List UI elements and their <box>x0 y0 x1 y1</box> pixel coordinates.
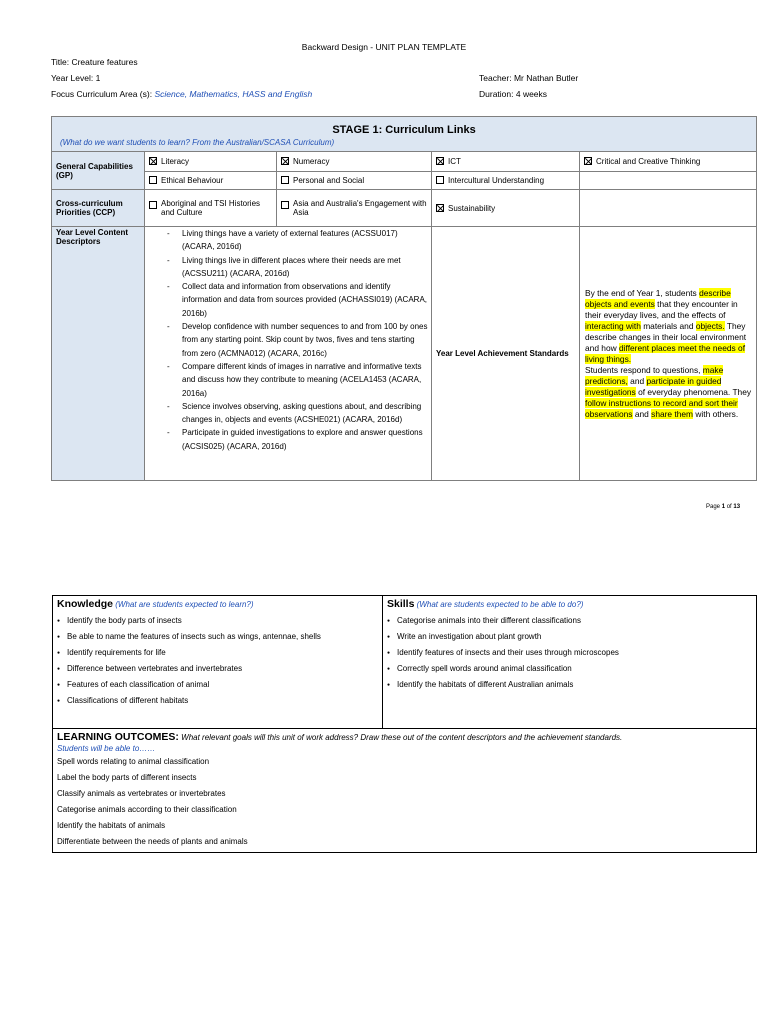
focus-label: Focus Curriculum Area (s): <box>51 89 153 99</box>
knowledge-item: ● Classifications of different habitats <box>57 693 378 709</box>
focus-value: Science, Mathematics, HASS and English <box>154 89 313 99</box>
ccp-aboriginal[interactable] <box>145 190 277 227</box>
outcome-item: Identify the habitats of animals <box>57 821 166 830</box>
ccp-empty <box>580 190 757 227</box>
achievement-text: By the end of Year 1, students <box>585 287 697 298</box>
descriptor-item: - Participate in guided investigations to explore and answer questions (ACSIS025) (ACARA, 2016d) <box>155 426 431 453</box>
skills-item: ● Write an investigation about plant growth <box>387 629 752 645</box>
achievement-text: Students respond to questions, <box>585 364 701 375</box>
gp-literacy[interactable] <box>145 152 277 172</box>
achievement-text: and <box>627 375 647 386</box>
ccp-asia-label: Asia and Australia's Engagement with Asia <box>293 199 427 217</box>
achievement-standards <box>580 227 757 481</box>
outcome-item: Categorise animals according to their classification <box>57 805 237 814</box>
knowledge-box <box>53 596 383 729</box>
gp-numeracy[interactable] <box>277 152 432 172</box>
skills-item: ● Identify the habitats of different Australian animals <box>387 677 752 693</box>
checkbox-icon[interactable] <box>436 157 444 165</box>
outcomes-heading: LEARNING OUTCOMES: <box>57 731 179 743</box>
checkbox-icon[interactable] <box>436 204 444 212</box>
achievement-text: materials and <box>640 320 696 331</box>
stage1-title: STAGE 1: Curriculum Links <box>332 123 476 136</box>
knowledge-question: (What are students expected to learn?) <box>115 600 254 609</box>
ccp-label: Cross-curriculum Priorities (CCP) <box>52 190 145 227</box>
achievement-highlight: make predictions, <box>585 364 724 386</box>
gp-label: General Capabilities (GP) <box>52 152 145 190</box>
knowledge-item: ● Be able to name the features of insects such as wings, antennae, shells <box>57 629 378 645</box>
ccp-sustainability[interactable] <box>432 190 580 227</box>
descriptor-item: - Living things have a variety of external features (ACSSU017) (ACARA, 2016d) <box>155 227 431 254</box>
skills-box <box>383 596 757 729</box>
page-number: Page 1 of 13 <box>706 504 741 510</box>
knowledge-item: ● Features of each classification of animal <box>57 677 378 693</box>
achievement-label: Year Level Achievement Standards <box>432 227 580 481</box>
gp-empty <box>580 172 757 190</box>
achievement-highlight: different places meet the needs of living things. <box>585 342 746 364</box>
outcome-item: Classify animals as vertebrates or invertebrates <box>57 789 226 798</box>
unit-title: Title: Creature features <box>51 57 138 67</box>
gp-ict-label: ICT <box>448 157 461 166</box>
skills-item: ● Correctly spell words around animal classification <box>387 661 752 677</box>
descriptor-item: - Living things live in different places where their needs are met (ACSSU211) (ACARA, 2016d) <box>155 254 431 281</box>
gp-critical-thinking-label: Critical and Creative Thinking <box>596 157 701 166</box>
gp-intercultural[interactable] <box>432 172 580 190</box>
gp-literacy-label: Literacy <box>161 157 190 166</box>
checkbox-icon[interactable] <box>281 176 289 184</box>
document-title: Backward Design - UNIT PLAN TEMPLATE <box>301 42 467 52</box>
achievement-text: that they encounter in their everyday lives, and the effects of <box>585 298 738 320</box>
achievement-highlight: share them <box>651 408 694 419</box>
year-level: Year Level: 1 <box>51 73 101 83</box>
achievement-text: They describe changes in their local environment and how <box>585 320 747 353</box>
achievement-text: with others. <box>693 408 739 419</box>
ccp-asia[interactable] <box>277 190 432 227</box>
gp-ict[interactable] <box>432 152 580 172</box>
achievement-highlight: follow instructions to record and sort their observations <box>585 397 738 419</box>
achievement-text: and <box>632 408 652 419</box>
achievement-text: of everyday phenomena. They <box>635 386 752 397</box>
gp-numeracy-label: Numeracy <box>293 157 330 166</box>
descriptor-item: - Compare different kinds of images in narrative and informative texts and discuss how they contribute to meaning (ACELA1453 (ACARA, 2016a) <box>155 360 431 400</box>
achievement-highlight: interacting with <box>585 320 641 331</box>
content-label: Year Level Content Descriptors <box>52 227 145 481</box>
knowledge-heading: Knowledge <box>57 598 114 610</box>
gp-ethical-label: Ethical Behaviour <box>161 176 224 185</box>
achievement-highlight: objects. <box>695 320 725 331</box>
descriptor-item: - Science involves observing, asking questions about, and describing changes in, objects and events (ACSHE021) (ACARA, 2016d) <box>155 400 431 427</box>
gp-personal-social[interactable] <box>277 172 432 190</box>
checkbox-icon[interactable] <box>281 201 289 209</box>
duration: Duration: 4 weeks <box>479 89 548 99</box>
unit-table <box>52 595 757 853</box>
knowledge-item: ● Identify the body parts of insects <box>57 613 378 629</box>
teacher: Teacher: Mr Nathan Butler <box>479 73 579 83</box>
skills-item: ● Categorise animals into their different classifications <box>387 613 752 629</box>
gp-critical-thinking[interactable] <box>580 152 757 172</box>
checkbox-icon[interactable] <box>149 176 157 184</box>
ccp-sustainability-label: Sustainability <box>448 203 496 213</box>
descriptor-item: - Develop confidence with number sequences to and from 100 by ones from any starting point. Skip count by twos, fives and tens starting from zero (ACMNA012) (ACARA, 2016c) <box>155 320 431 360</box>
checkbox-icon[interactable] <box>436 176 444 184</box>
outcomes-question: What relevant goals will this unit of work address? Draw these out of the content descriptors and the achievement standards. <box>181 733 623 742</box>
gp-ethical[interactable] <box>145 172 277 190</box>
knowledge-item: ● Identify requirements for life <box>57 645 378 661</box>
checkbox-icon[interactable] <box>281 157 289 165</box>
stage1-header <box>52 117 757 152</box>
checkbox-icon[interactable] <box>584 157 592 165</box>
stage1-subtitle: (What do we want students to learn? From the Australian/SCASA Curriculum) <box>60 137 335 147</box>
achievement-highlight: participate in guided investigations <box>585 375 722 397</box>
focus-curriculum <box>51 89 312 99</box>
gp-personal-social-label: Personal and Social <box>293 176 365 185</box>
ccp-aboriginal-label: Aboriginal and TSI Histories and Culture <box>161 199 261 217</box>
descriptor-item: - Collect data and information from observations and identify information and data from sources provided (ACHASSI019) (ACARA, 2016b) <box>155 280 431 320</box>
skills-question: (What are students expected to be able to do?) <box>416 600 584 609</box>
outcome-item: Label the body parts of different insects <box>57 773 197 782</box>
achievement-highlight: describe objects and events <box>585 287 731 309</box>
stage1-table <box>51 116 757 481</box>
knowledge-item: ● Difference between vertebrates and invertebrates <box>57 661 378 677</box>
skills-item: ● Identify features of insects and their uses through microscopes <box>387 645 752 661</box>
outcome-item: Spell words relating to animal classification <box>57 757 210 766</box>
gp-intercultural-label: Intercultural Understanding <box>448 176 545 185</box>
checkbox-icon[interactable] <box>149 157 157 165</box>
outcomes-lead: Students will be able to…… <box>57 744 156 753</box>
checkbox-icon[interactable] <box>149 201 157 209</box>
outcome-item: Differentiate between the needs of plants and animals <box>57 837 248 846</box>
content-descriptors <box>145 227 432 481</box>
skills-heading: Skills <box>387 598 415 610</box>
learning-outcomes-box <box>53 729 757 853</box>
